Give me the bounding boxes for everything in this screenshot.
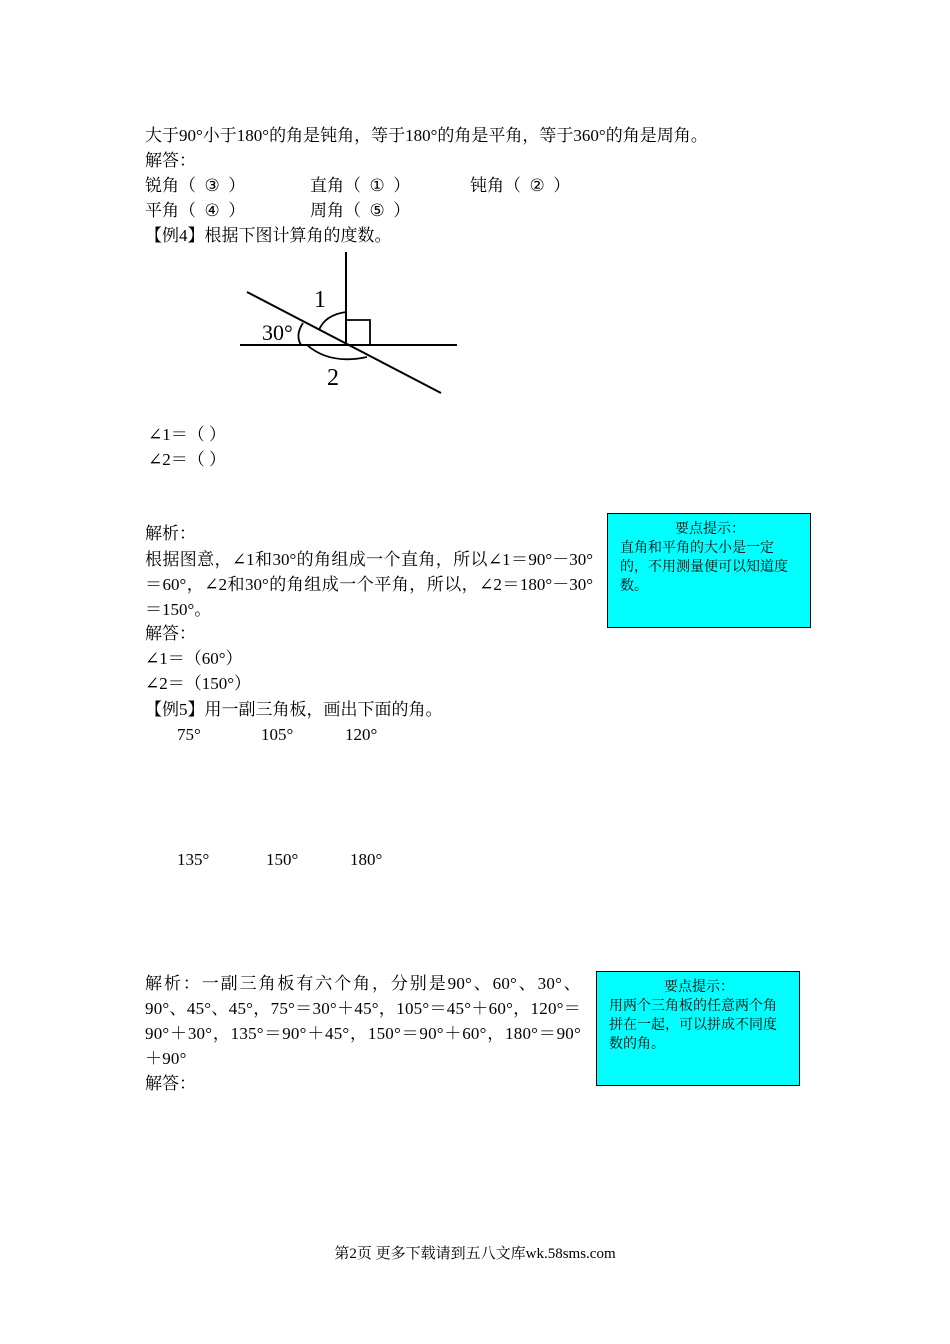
example4-title: 【例4】根据下图计算角的度数。 <box>145 226 392 245</box>
tip-text: 用两个三角板的任意两个角拼在一起，可以拼成不同度数的角。 <box>609 998 777 1052</box>
blank-angle-1: ∠1＝（ ） <box>148 425 226 444</box>
answer-item: 平角（ ④ ） <box>145 201 246 220</box>
example5-title: 【例5】用一副三角板，画出下面的角。 <box>145 700 443 719</box>
label-30-degrees: 30° <box>262 320 293 345</box>
label-angle-2: 2 <box>327 365 339 391</box>
answer-angle-2: ∠2＝（150°） <box>145 674 252 693</box>
tip-text: 直角和平角的大小是一定的，不用测量便可以知道度数。 <box>620 540 788 594</box>
tip-title: 要点提示： <box>664 979 734 995</box>
answer-item: 锐角（ ③ ） <box>145 176 246 195</box>
analysis-text: 根据图意，∠1和30°的角组成一个直角，所以∠1＝90°－30°＝60°，∠2和30°的角组成一个平角，所以，∠2＝180°－30°＝150°。 <box>145 550 593 619</box>
angle-label: 120° <box>345 725 378 744</box>
answer-item: 直角（ ① ） <box>310 176 411 195</box>
angle-30-arc <box>298 323 303 345</box>
page-footer: 第2页 更多下载请到五八文库wk.58sms.com <box>334 1246 616 1262</box>
answer-item: 钝角（ ② ） <box>470 176 571 195</box>
label-angle-1: 1 <box>314 287 326 313</box>
angle-2-arc <box>307 345 367 359</box>
tip-title: 要点提示： <box>675 521 745 537</box>
angle-label: 75° <box>177 725 201 744</box>
answers-row-2 <box>145 199 410 223</box>
answer-angle-1: ∠1＝（60°） <box>145 649 243 668</box>
angle-1-arc <box>319 312 346 330</box>
answer-item: 周角（ ⑤ ） <box>310 201 411 220</box>
intro-line: 大于90°小于180°的角是钝角，等于180°的角是平角，等于360°的角是周角。 <box>145 126 708 145</box>
angle-label: 135° <box>177 850 210 869</box>
right-angle-mark <box>346 320 370 345</box>
answer-label-2: 解答： <box>145 624 196 643</box>
tip-box-2 <box>596 971 800 1086</box>
angle-label: 180° <box>350 850 383 869</box>
angle-label: 150° <box>266 850 299 869</box>
analysis-text-2: 解析：一副三角板有六个角，分别是90°、60°、30°、90°、45°、45°，75°＝30°＋45°，105°＝45°＋60°，120°＝90°＋30°，135°＝90°＋45°，150°＝90°＋60°，180°＝90°＋90° <box>145 974 581 1068</box>
analysis-label: 解析： <box>145 524 196 543</box>
tip-box-1 <box>607 513 811 628</box>
angle-label: 105° <box>261 725 294 744</box>
answer-label-3: 解答： <box>145 1074 196 1093</box>
answer-label: 解答： <box>145 151 196 170</box>
blank-angle-2: ∠2＝（ ） <box>148 450 226 469</box>
angle-figure <box>235 250 475 400</box>
answers-row-1 <box>145 174 570 198</box>
